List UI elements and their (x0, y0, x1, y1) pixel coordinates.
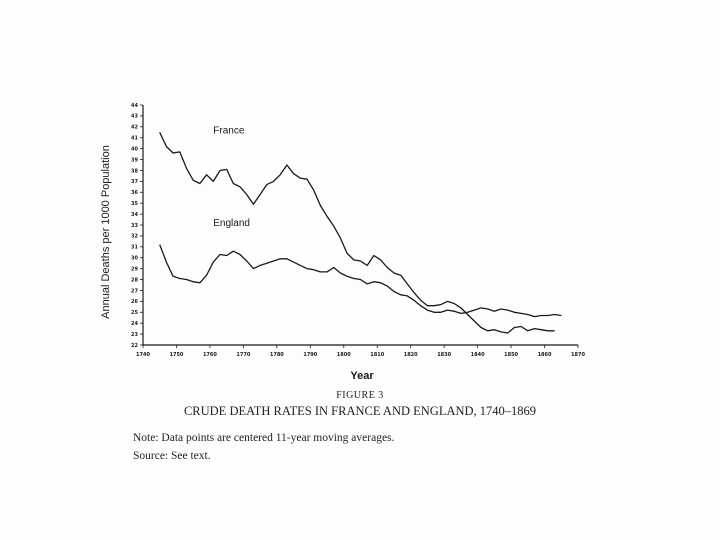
y-tick-label: 44 (131, 102, 138, 109)
france-line (160, 132, 555, 333)
y-tick-label: 29 (131, 266, 138, 273)
y-tick-label: 36 (131, 190, 138, 197)
y-tick-label: 32 (131, 233, 138, 240)
axes (143, 105, 578, 345)
x-tick-label: 1820 (403, 352, 418, 358)
france-series-label: France (213, 125, 245, 137)
note-text: Note: Data points are centered 11-year moving averages. (133, 432, 395, 444)
england-series-label: England (213, 218, 250, 230)
y-tick-label: 27 (131, 288, 138, 295)
y-tick-label: 26 (131, 299, 138, 306)
y-tick-label: 39 (131, 157, 138, 164)
figure-title: CRUDE DEATH RATES IN FRANCE AND ENGLAND, 1740–1869 (183, 404, 537, 418)
y-tick-label: 37 (131, 179, 138, 186)
series-labels (213, 125, 250, 229)
x-axis-label: Year (350, 370, 374, 382)
x-tick-label: 1760 (202, 352, 217, 358)
y-tick-label: 34 (131, 211, 138, 218)
england-line (160, 245, 562, 317)
y-tick-label: 25 (131, 310, 138, 317)
y-tick-label: 22 (131, 342, 138, 349)
x-tick-label: 1800 (336, 352, 351, 358)
x-tick-label: 1750 (169, 352, 184, 358)
source-text: Source: See text. (133, 450, 211, 462)
x-tick-label: 1770 (236, 352, 251, 358)
y-tick-label: 38 (131, 168, 138, 175)
x-axis-ticks (136, 345, 585, 358)
x-tick-label: 1860 (537, 352, 552, 358)
y-tick-label: 33 (131, 222, 138, 229)
y-tick-label: 31 (131, 244, 138, 251)
y-axis-ticks (131, 103, 143, 349)
y-tick-label: 28 (131, 277, 138, 284)
y-tick-label: 24 (131, 320, 138, 327)
x-tick-label: 1810 (370, 352, 385, 358)
figure-number: FIGURE 3 (336, 390, 384, 401)
y-tick-label: 43 (131, 113, 138, 120)
y-axis-label: Annual Deaths per 1000 Population (100, 145, 112, 319)
x-tick-label: 1740 (136, 352, 150, 358)
y-tick-label: 40 (131, 146, 138, 153)
y-tick-label: 41 (131, 135, 138, 142)
y-tick-label: 42 (131, 124, 138, 131)
x-tick-label: 1830 (437, 352, 452, 358)
y-tick-label: 35 (131, 200, 138, 207)
x-tick-label: 1840 (470, 352, 485, 358)
y-tick-label: 23 (131, 331, 138, 338)
x-tick-label: 1870 (571, 352, 585, 358)
series-lines (160, 132, 562, 333)
y-tick-label: 30 (131, 255, 138, 262)
x-tick-label: 1780 (269, 352, 284, 358)
x-tick-label: 1790 (303, 352, 318, 358)
x-tick-label: 1850 (504, 352, 519, 358)
